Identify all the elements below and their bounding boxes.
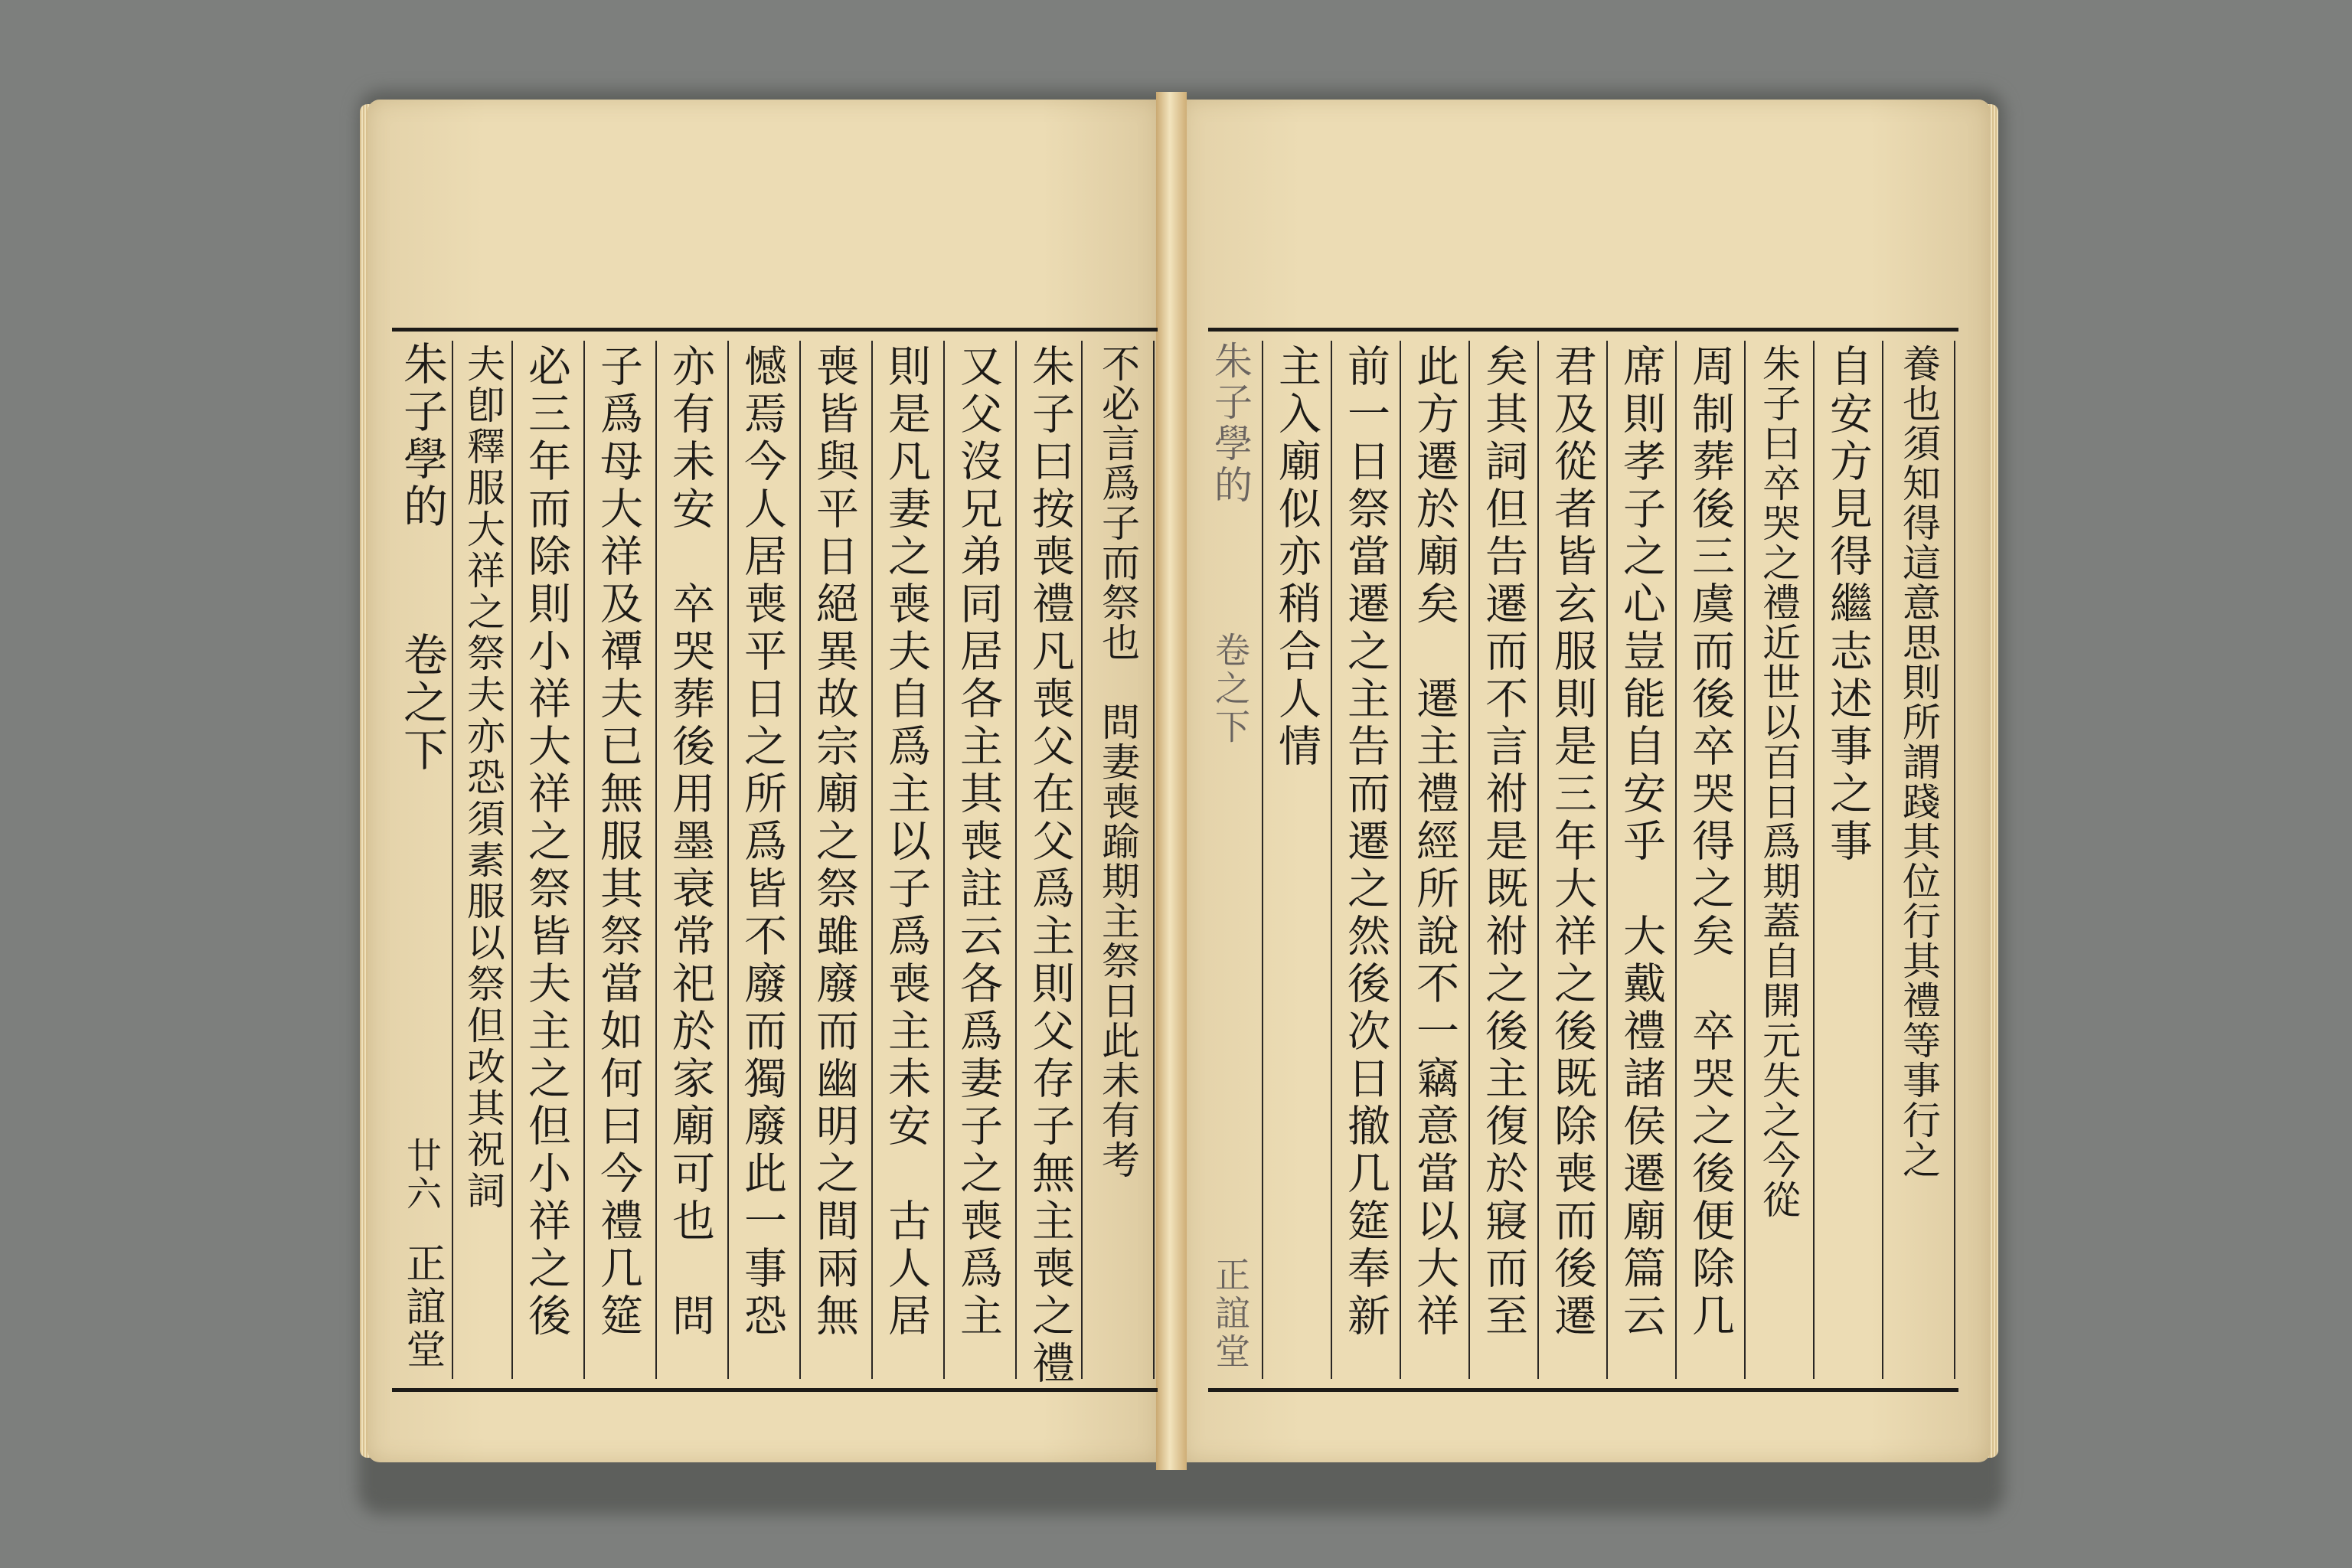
left-column-6	[655, 341, 721, 1379]
left-column-7-text: 子爲母大祥及禫夫已無服其祭當如何曰今禮几筵	[593, 344, 643, 1341]
right-column-10	[1262, 341, 1331, 1379]
left-column-3	[871, 341, 937, 1379]
left-column-6-text: 亦有未安 卒哭葬後用墨衰常祀於家廟可也 問	[665, 344, 715, 1341]
left-column-8-text: 必三年而除則小祥大祥之祭皆夫主之但小祥之後	[521, 344, 571, 1341]
right-column-1-text: 養也須知得這意思則所謂踐其位行其禮等事行之	[1896, 344, 1941, 1180]
left-column-5	[727, 341, 793, 1379]
right-column-6	[1537, 341, 1603, 1379]
right-column-7-text: 矣其詞但告遷而不言祔是既祔之後主復於寢而至	[1478, 344, 1528, 1341]
left-column-10-text: 不必言爲子而祭也 問妻喪踰期主祭日此未有考	[1096, 344, 1140, 1180]
right-column-9	[1331, 341, 1396, 1379]
book-gutter	[1156, 92, 1187, 1470]
left-column-8	[511, 341, 577, 1379]
left-text-frame	[392, 328, 1158, 1392]
left-margin-volume: 卷之下	[396, 632, 448, 774]
right-column-3	[1744, 341, 1810, 1379]
right-column-5	[1606, 341, 1672, 1379]
right-column-10-text: 主入廟似亦稍合人情	[1272, 344, 1321, 771]
right-column-6-text: 君及從者皆玄服則是三年大祥之後既除喪而後遷	[1547, 344, 1597, 1341]
left-column-1-text: 朱子曰按喪禮凡喪父在父爲主則父存子無主喪之禮	[1025, 344, 1075, 1388]
left-column-9-text: 夫卽釋服大祥之祭夫亦恐須素服以祭但改其祝詞	[461, 344, 505, 1212]
left-column-7	[583, 341, 649, 1379]
left-column-10	[1081, 341, 1155, 1379]
right-column-7	[1468, 341, 1534, 1379]
right-column-8-text: 此方遷於廟矣 遷主禮經所說不一竊意當以大祥	[1410, 344, 1459, 1341]
right-column-8	[1400, 341, 1465, 1379]
left-column-5-text: 憾焉今人居喪平日之所爲皆不廢而獨廢此一事恐	[737, 344, 787, 1341]
left-margin-page: 廿六	[401, 1137, 443, 1214]
right-column-1	[1882, 341, 1955, 1379]
right-column-3-text: 朱子曰卒哭之禮近世以百日爲期蓋自開元失之今從	[1756, 344, 1801, 1220]
right-column-4	[1675, 341, 1741, 1379]
right-text-frame	[1208, 328, 1958, 1392]
right-column-4-text: 周制葬後三虞而後卒哭得之矣 卒哭之後便除几	[1685, 344, 1735, 1341]
right-column-5-text: 席則孝子之心豈能自安乎 大戴禮諸侯遷廟篇云	[1616, 344, 1666, 1341]
left-column-2-text: 又父沒兄弟同居各主其喪註云各爲妻子之喪爲主	[953, 344, 1003, 1341]
right-margin-title: 朱子學的	[1208, 341, 1253, 506]
left-column-2	[943, 341, 1009, 1379]
left-margin-column	[392, 341, 452, 1379]
left-margin-publisher: 正誼堂	[399, 1243, 445, 1371]
right-column-2-text: 自安方見得繼志述事之事	[1823, 344, 1873, 866]
left-column-4	[799, 341, 865, 1379]
right-column-9-text: 前一日祭當遷之主告而遷之然後次日撤几筵奉新	[1341, 344, 1390, 1341]
left-column-4-text: 喪皆與平日絕異故宗廟之祭雖廢而幽明之間兩無	[809, 344, 859, 1341]
left-column-1	[1015, 341, 1081, 1388]
right-margin-column	[1200, 341, 1254, 1379]
right-margin-volume: 卷之下	[1210, 632, 1251, 746]
left-column-9	[452, 341, 511, 1379]
left-margin-title: 朱子學的	[396, 341, 448, 531]
open-book	[368, 84, 1991, 1478]
right-column-2	[1813, 341, 1879, 1379]
left-column-3-text: 則是凡妻之喪夫自爲主以子爲喪主未安 古人居	[881, 344, 931, 1341]
right-margin-publisher: 正誼堂	[1210, 1256, 1251, 1371]
